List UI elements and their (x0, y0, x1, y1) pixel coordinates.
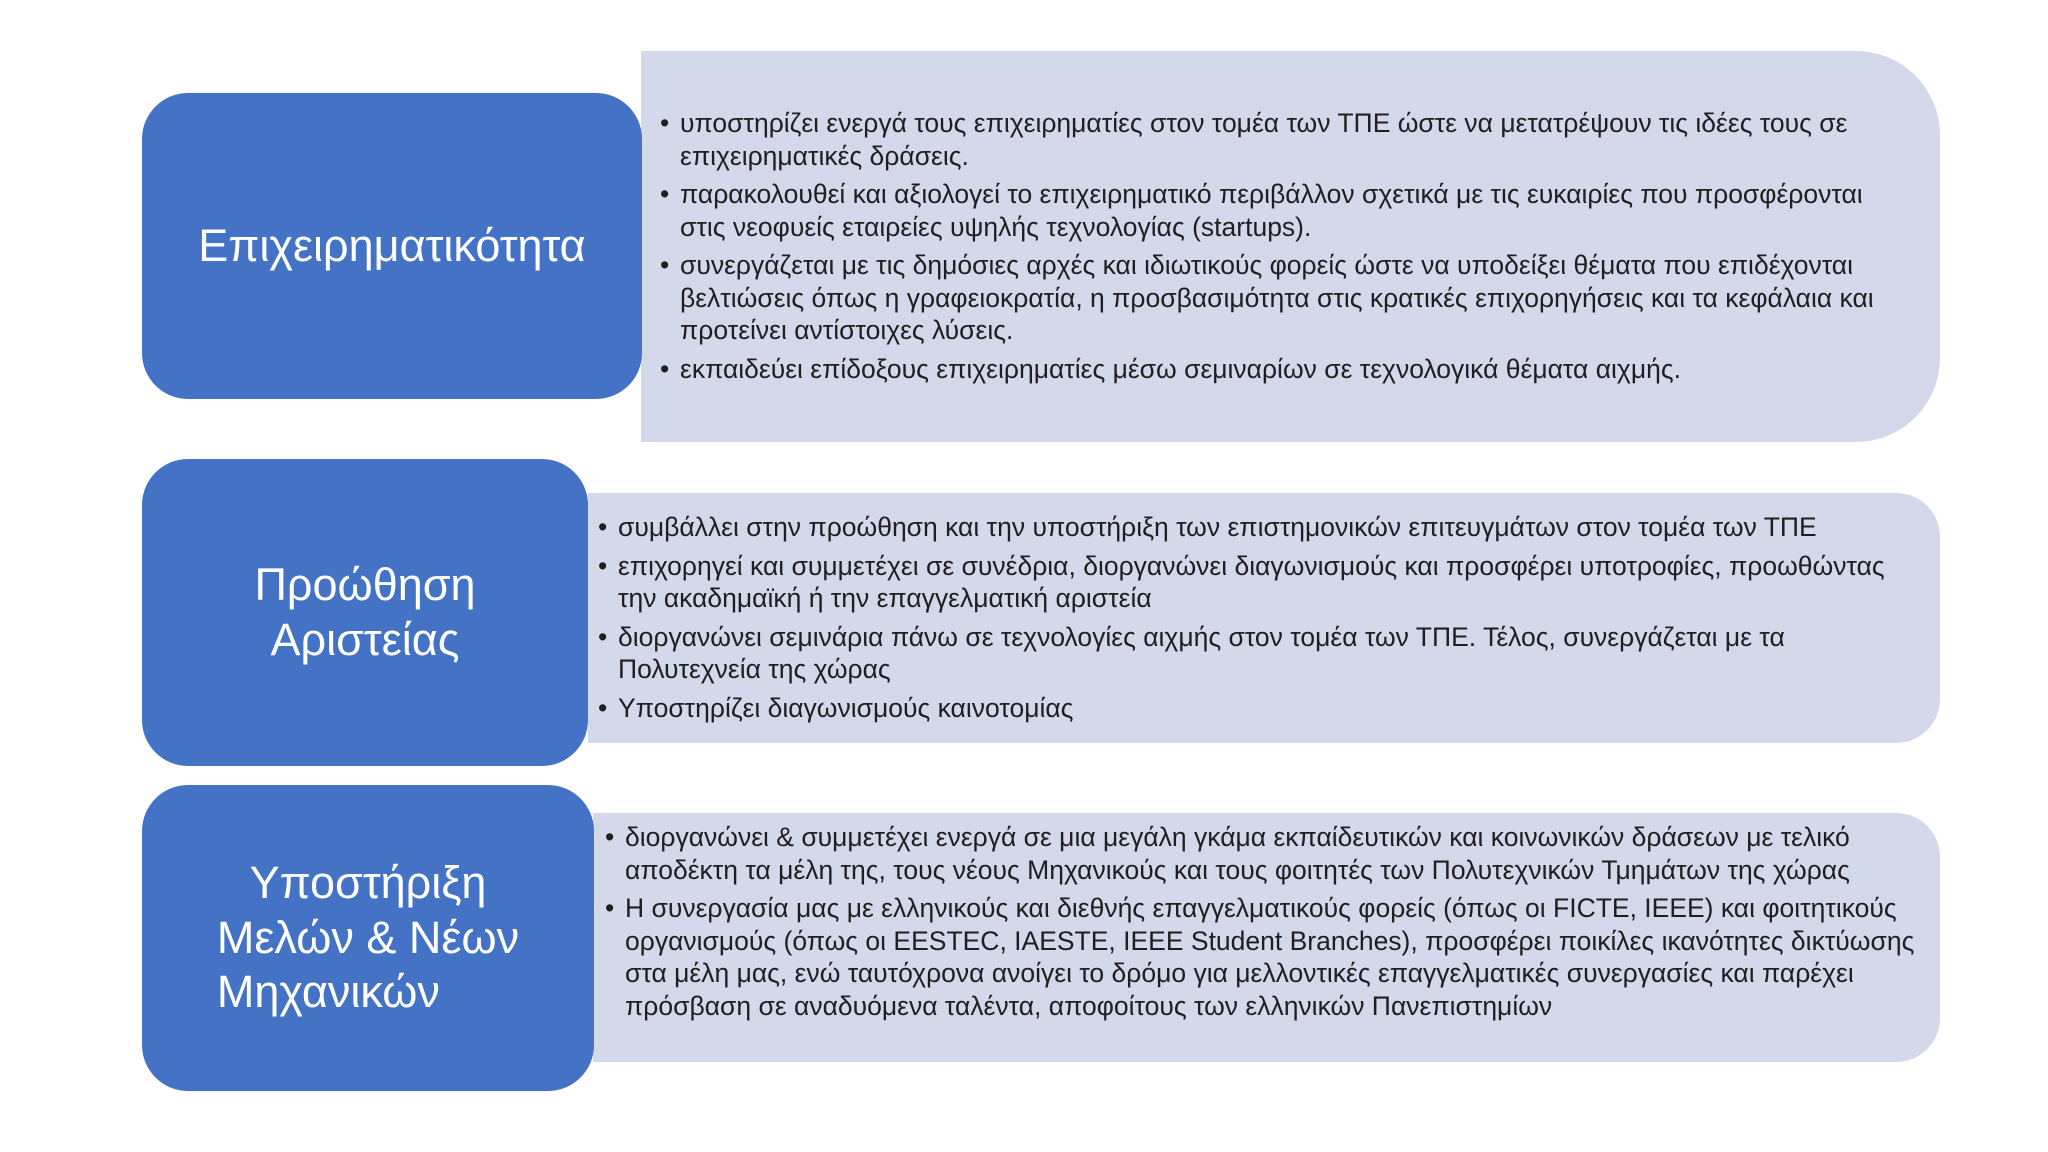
title-line: Αριστείας (270, 613, 460, 665)
entrepreneurship-title (198, 219, 585, 274)
bullet-item: • διοργανώνει & συμμετέχει ενεργά σε μια μεγάλη γκάμα εκπαίδευτικών και κοινωνικών δράσεων με τελικό αποδέκτη τα μέλη της, τους νέους Μηχανικούς και τους φοιτητές των Πολυτεχνικών Τμημάτων της χώρας (605, 821, 1925, 886)
excellence-bullet-list (598, 511, 1918, 730)
member-support-title-block (142, 785, 594, 1091)
title-line: Μηχανικών (216, 966, 440, 1018)
excellence-title-block (142, 459, 588, 766)
bullet-item: • παρακολουθεί και αξιολογεί το επιχειρηματικό περιβάλλον σχετικά με τις ευκαιρίες που προσφέρονται στις νεοφυείς εταιρείες υψηλής τεχνολογίας (startups). (660, 178, 1915, 243)
entrepreneurship-title-block (142, 93, 642, 399)
bullet-item: • εκπαιδεύει επίδοξους επιχειρηματίες μέσω σεμιναρίων σε τεχνολογικά θέματα αιχμής. (660, 353, 1915, 386)
member-support-title (217, 856, 519, 1021)
bullet-item: • Η συνεργασία μας με ελληνικούς και διεθνής επαγγελματικούς φορείς (όπως οι FICTE, IEEE) και φοιτητικούς οργανισμούς (όπως οι EESTEC, IAESTE, IEEE Student Branches), προσφέρει ποικίλες ικανότητες δικτύωσης στα μέλη μας, ενώ ταυτόχρονα ανοίγει το δρόμο για μελλοντικές επαγγελματικές συνεργασίες και παρέχει πρόσβαση σε αναδυόμενα ταλέντα, αποφοίτους των ελληνικών Πανεπιστημίων (605, 892, 1925, 1022)
bullet-item: • Υποστηρίζει διαγωνισμούς καινοτομίας (598, 692, 1918, 725)
member-support-bullet-list (605, 821, 1925, 1028)
bullet-item: • συμβάλλει στην προώθηση και την υποστήριξη των επιστημονικών επιτευγμάτων στον τομέα των ΤΠΕ (598, 511, 1918, 544)
bullet-item: • επιχορηγεί και συμμετέχει σε συνέδρια, διοργανώνει διαγωνισμούς και προσφέρει υποτροφίες, προωθώντας την ακαδημαϊκή ή την επαγγελματική αριστεία (598, 550, 1918, 615)
entrepreneurship-bullet-list (660, 107, 1915, 391)
title-line: Προώθηση (254, 558, 476, 610)
bullet-item: • διοργανώνει σεμινάρια πάνω σε τεχνολογίες αιχμής στον τομέα των ΤΠΕ. Τέλος, συνεργάζεται με τα Πολυτεχνεία της χώρας (598, 621, 1918, 686)
excellence-title (254, 558, 475, 668)
title-line: Μελών & Νέων (216, 911, 520, 963)
title-line: Υποστήριξη (249, 856, 487, 908)
bullet-item: • συνεργάζεται με τις δημόσιες αρχές και ιδιωτικούς φορείς ώστε να υποδείξει θέματα που επιδέχονται βελτιώσεις όπως η γραφειοκρατία, η προσβασιμότητα στις κρατικές επιχορηγήσεις και τα κεφάλαια και προτείνει αντίστοιχες λύσεις. (660, 249, 1915, 347)
bullet-item: • υποστηρίζει ενεργά τους επιχειρηματίες στον τομέα των ΤΠΕ ώστε να μετατρέψουν τις ιδέες τους σε επιχειρηματικές δράσεις. (660, 107, 1915, 172)
title-line: Επιχειρηματικότητα (198, 219, 586, 271)
